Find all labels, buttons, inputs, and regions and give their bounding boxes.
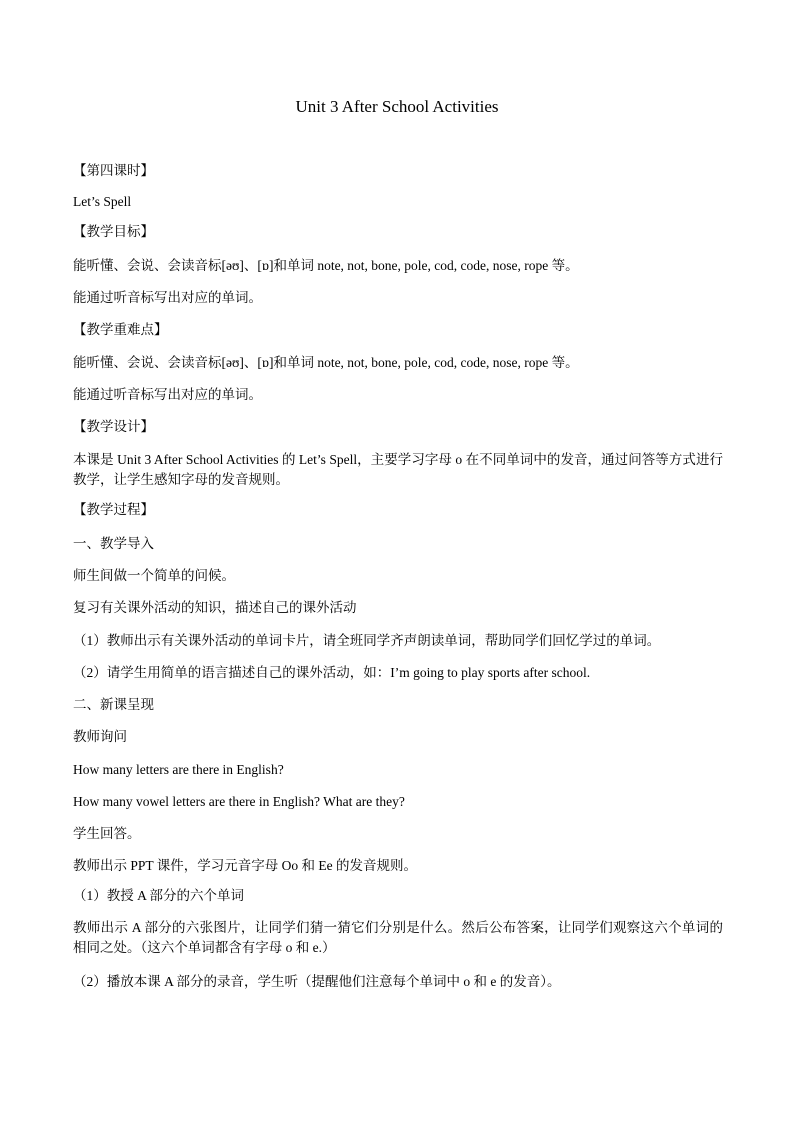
paragraph: 教师出示 PPT 课件，学习元音字母 Oo 和 Ee 的发音规则。 [73,858,418,873]
section-heading: 【第四课时】 [73,163,154,178]
paragraph: 复习有关课外活动的知识，描述自己的课外活动 [73,600,357,615]
paragraph: How many letters are there in English? [73,762,284,777]
subsection-heading: 二、新课呈现 [73,697,154,712]
paragraph: （1）教师出示有关课外活动的单词卡片，请全班同学齐声朗读单词，帮助同学们回忆学过的单词。 [73,633,661,648]
paragraph: （2）请学生用简单的语言描述自己的课外活动，如：I’m going to play sports after school. [73,665,591,680]
paragraph: 能听懂、会说、会读音标[əʊ]、[ɒ]和单词 note, not, bone, pole, cod, code, nose, rope 等。 [73,355,579,370]
paragraph: Let’s Spell [73,194,132,209]
paragraph: 师生间做一个简单的问候。 [73,568,235,583]
section-heading: 【教学目标】 [73,224,154,239]
paragraph: （1）教授 A 部分的六个单词 [73,888,245,903]
section-heading: 【教学重难点】 [73,322,168,337]
subsection-heading: 一、教学导入 [73,536,154,551]
paragraph: How many vowel letters are there in English? What are they? [73,794,405,809]
paragraph: 教师询问 [73,729,127,744]
paragraph: 学生回答。 [73,826,141,841]
page-title: Unit 3 After School Activities [295,97,499,116]
paragraph: 能通过听音标写出对应的单词。 [73,387,262,402]
paragraph: 教师出示 A 部分的六张图片，让同学们猜一猜它们分别是什么。然后公布答案，让同学们观察这六个单词的相同之处。（这六个单词都含有字母 o 和 e.） [73,920,723,955]
paragraph: 能听懂、会说、会读音标[əʊ]、[ɒ]和单词 note, not, bone, pole, cod, code, nose, rope 等。 [73,258,579,273]
paragraph: 本课是 Unit 3 After School Activities 的 Let’s Spell，主要学习字母 o 在不同单词中的发音，通过问答等方式进行教学，让学生感知字母的发音规则。 [73,452,723,487]
section-heading: 【教学过程】 [73,502,154,517]
section-heading: 【教学设计】 [73,419,154,434]
paragraph: 能通过听音标写出对应的单词。 [73,290,262,305]
paragraph: （2）播放本课 A 部分的录音，学生听（提醒他们注意每个单词中 o 和 e 的发音）。 [73,974,561,989]
